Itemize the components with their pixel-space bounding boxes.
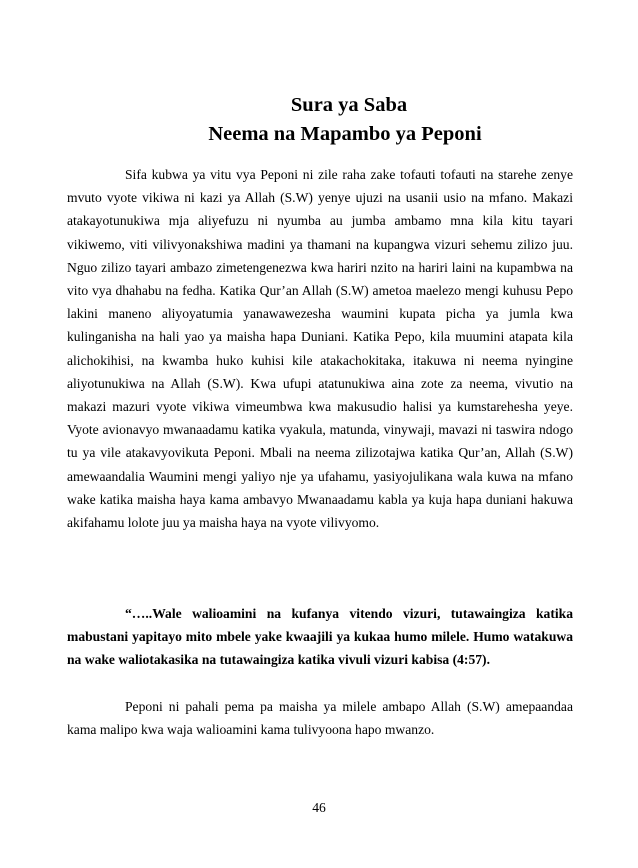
paragraph-conclusion: Peponi ni pahali pema pa maisha ya milele ambapo Allah (S.W) amepaandaa kama malipo kwa waja walioamini kama tulivyoona hapo mwanzo. (67, 699, 573, 738)
chapter-heading (0, 91, 638, 149)
chapter-subtitle: Neema na Mapambo ya Peponi (208, 123, 482, 145)
chapter-title: Sura ya Saba (290, 94, 408, 116)
paragraph-description: Sifa kubwa ya vitu vya Peponi ni zile raha zake tofauti tofauti na starehe zenye mvuto vyote vikiwa ni kazi ya Allah (S.W) yenye ujuzi na usanii usio na mfano. Makazi atakayotunukiwa mja aliyefuzu ni nyumba au jumba ambamo mna kila kitu tayari vikiwemo, viti vilivyonakshiwa madini ya thamani na kupangwa vizuri sehemu zilizo juu. Nguo zilizo tayari ambazo zimetengenezwa kwa hariri nzito na hariri laini na kupambwa na vito vya dhahabu na fedha. Katika Qur’an Allah (S.W) ametoa maelezo mengi kuhusu Pepo lakini maneno aliyoyatumia yanawawezesha waumini kupata picha ya jumla kwa kulinganisha na hali yao ya maisha hapa Duniani. Katika Pepo, kila muumini atapata kila alichokihisi, na kwamba huko kuhisi kile atakachokitaka, itakuwa ni neema nyingine aliyotunukiwa na Allah (S.W). Kwa ufupi atatunukiwa aina zote za neema, vivutio na makazi mazuri vyote vikiwa vimeumbwa kwa makusudio halisi ya kumstarehesha yeye. Vyote avionavyo mwanaadamu katika vyakula, matunda, vinywaji, mavazi ni taswira ndogo tu ya vile atakavyovikuta Peponi. Mbali na neema zilizotajwa katika Qur’an, Allah (S.W) amewaandalia Waumini mengi yaliyo nje ya ufahamu, yasiyojulikana wala kuwa na mfano wake katika maisha haya kama ambavyo Mwanaadamu kabla ya kuja hapa duniani hakuwa akifahamu lolote juu ya maisha haya na vyote vilivyomo. (67, 167, 573, 531)
page-number: 46 (312, 800, 326, 815)
paragraph-quran-quote: “…..Wale walioamini na kufanya vitendo vizuri, tutawaingiza katika mabustani yapitayo mito mbele yake kwaajili ya kukaa humo milele. Humo watakuwa na wake waliotakasika na tutawaingiza katika vivuli vizuri kabisa (4:57). (67, 606, 573, 668)
